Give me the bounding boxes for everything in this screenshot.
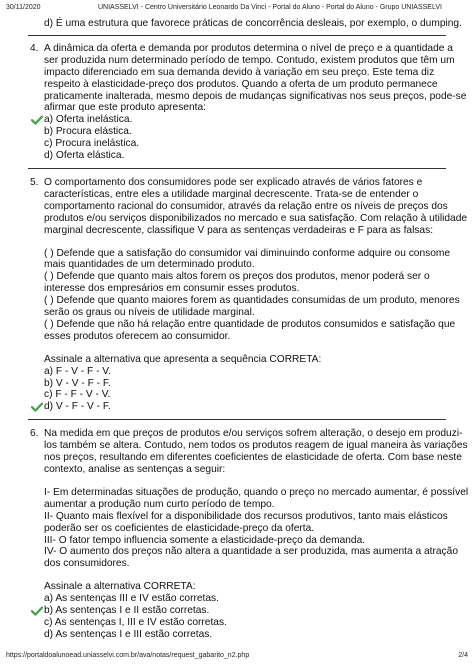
question-text-line: ( ) Defende que quanto mais altos forem os preços dos produtos, menor poderá ser o <box>44 271 430 283</box>
question-5 <box>30 176 468 413</box>
question-text-line: dos consumidores. <box>44 558 130 570</box>
question-text-line: Assinale a alternativa que apresenta a sequência CORRETA: <box>44 353 322 365</box>
blank-line <box>44 237 442 248</box>
page-footer <box>6 652 468 664</box>
question-text-line: interesse dos empresários em consumir esses produtos. <box>44 283 300 295</box>
question-text-line: los também se altera. Contudo, nem todos os produtos reagem de igual maneira às variações <box>44 440 468 452</box>
print-date: 30/11/2020 <box>6 4 41 11</box>
answer-option: b) As sentenças I e II estão corretas. <box>44 605 442 617</box>
question-text-line: poderão ser os coeficientes de elasticidade-preço da oferta. <box>44 522 315 534</box>
blank-line <box>44 570 442 581</box>
question-text-line: afirmar que este produto apresenta: <box>44 102 206 114</box>
answer-option: d) V - F - V - F. <box>44 401 442 413</box>
question-text-line: II- Quanto mais flexível for a disponibilidade dos recursos produtivos, tanto mais elásticos <box>44 510 448 522</box>
question-text-line: IV- O aumento dos preços não altera a quantidade a ser produzida, mas aumenta a atração <box>44 546 458 558</box>
question-number: 6. <box>30 428 39 440</box>
question-text-line: respeito à elasticidade-preço dos produtos. Quando a oferta de um produto permanece <box>44 78 438 90</box>
correct-check-icon <box>31 606 43 616</box>
question-text-line: A dinâmica da oferta e demanda por produtos determina o nível de preço e a quantidade a <box>44 42 453 54</box>
question-text-line: praticamente inalterada, mesmo depois de mudanças significativas nos seus preços, pode-se <box>44 90 467 102</box>
top-option-d: d) É uma estrutura que favorece práticas de concorrência desleais, por exemplo, o dumping. <box>44 18 462 29</box>
question-text-line: contexto, analise as sentenças a seguir: <box>44 464 226 475</box>
question-text-line: Na medida em que preços de produtos e/ou serviços sofrem alteração, o desejo em produzi- <box>44 428 463 440</box>
question-text-line: aumentar a produção num curto período de tempo. <box>44 498 275 510</box>
question-6 <box>30 428 469 641</box>
question-text-line: mais quantidades de um determinado produto. <box>44 259 255 271</box>
answer-option: c) Procura inelástica. <box>44 138 140 150</box>
document-content <box>30 18 469 647</box>
question-text-line: Assinale a alternativa CORRETA: <box>44 581 196 593</box>
answer-option: d) Oferta elástica. <box>44 150 125 162</box>
answer-option: b) V - V - F - F. <box>44 377 111 389</box>
question-text-line: nos preços, resultando em diferentes coeficientes de elasticidade de oferta. Com base neste <box>44 452 462 464</box>
question-text-line: comportamento racional do consumidor, através da relação entre os níveis de preços dos <box>44 200 448 212</box>
question-body <box>44 42 467 162</box>
answer-option: c) F - F - V - V. <box>44 389 111 401</box>
answer-option: c) As sentenças I, III e IV estão corretas. <box>44 616 227 628</box>
page-url: https://portaldoalunoead.uniasselvi.com.br/ava/notas/request_gabarito_n2.php <box>6 652 250 659</box>
question-4 <box>30 42 467 162</box>
question-text-line: ( ) Defende que quanto maiores forem as quantidades consumidas de um produto, menores <box>44 295 460 307</box>
page-header <box>6 4 468 16</box>
question-text-line: serão os graus ou níveis de utilidade marginal. <box>44 307 255 319</box>
correct-check-icon <box>31 402 43 412</box>
question-text-line: ( ) Defende que a satisfação do consumidor vai diminuindo conforme adquire ou consome <box>44 247 451 259</box>
question-number: 4. <box>30 42 39 54</box>
page-number: 2/4 <box>458 652 468 659</box>
answer-option: b) Procura elástica. <box>44 126 132 138</box>
question-text-line: características, entre eles a utilidade marginal decrescente. Trata-se de entender o <box>44 188 419 200</box>
question-body <box>44 428 469 641</box>
blank-line <box>44 343 442 354</box>
question-text-line: impacto diferenciado em sua demanda devido à variação em seu preço. Este tema diz <box>44 66 435 78</box>
question-text-line: ser produzida num determinado período de tempo. Contudo, existem produtos que têm um <box>44 54 455 66</box>
question-text-line: marginal decrescente, classifique V para as sentenças verdadeiras e F para as falsas: <box>44 224 434 236</box>
blank-line <box>44 476 442 487</box>
question-number: 5. <box>30 176 39 188</box>
page-header-title: UNIASSELVI - Centro Universitário Leonardo Da Vinci - Portal do Aluno - Portal do Aluno - Grupo UNIASSELVI <box>98 4 442 11</box>
question-text-line: produtos e/ou serviços disponibilizados no mercado e sua satisfação. Com relação à utilidade <box>44 212 468 224</box>
question-body <box>44 176 468 413</box>
question-text-line: O comportamento dos consumidores pode ser explicado através de vários fatores e <box>44 176 423 188</box>
question-text-line: esses produtos oferecem ao consumidor. <box>44 330 231 342</box>
answer-option: a) F - V - F - V. <box>44 365 111 377</box>
answer-option: d) As sentenças I e III estão corretas. <box>44 628 213 640</box>
answer-option: a) Oferta inelástica. <box>44 114 442 126</box>
question-text-line: I- Em determinadas situações de produção, quando o preço no mercado aumentar, é possível <box>44 486 469 498</box>
question-text-line: III- O fator tempo influencia somente a elasticidade-preço da demanda. <box>44 534 366 546</box>
answer-option: a) As sentenças III e IV estão corretas. <box>44 593 219 605</box>
question-text-line: ( ) Defende que não há relação entre quantidade de produtos consumidos e satisfação que <box>44 318 456 330</box>
correct-check-icon <box>31 115 43 125</box>
